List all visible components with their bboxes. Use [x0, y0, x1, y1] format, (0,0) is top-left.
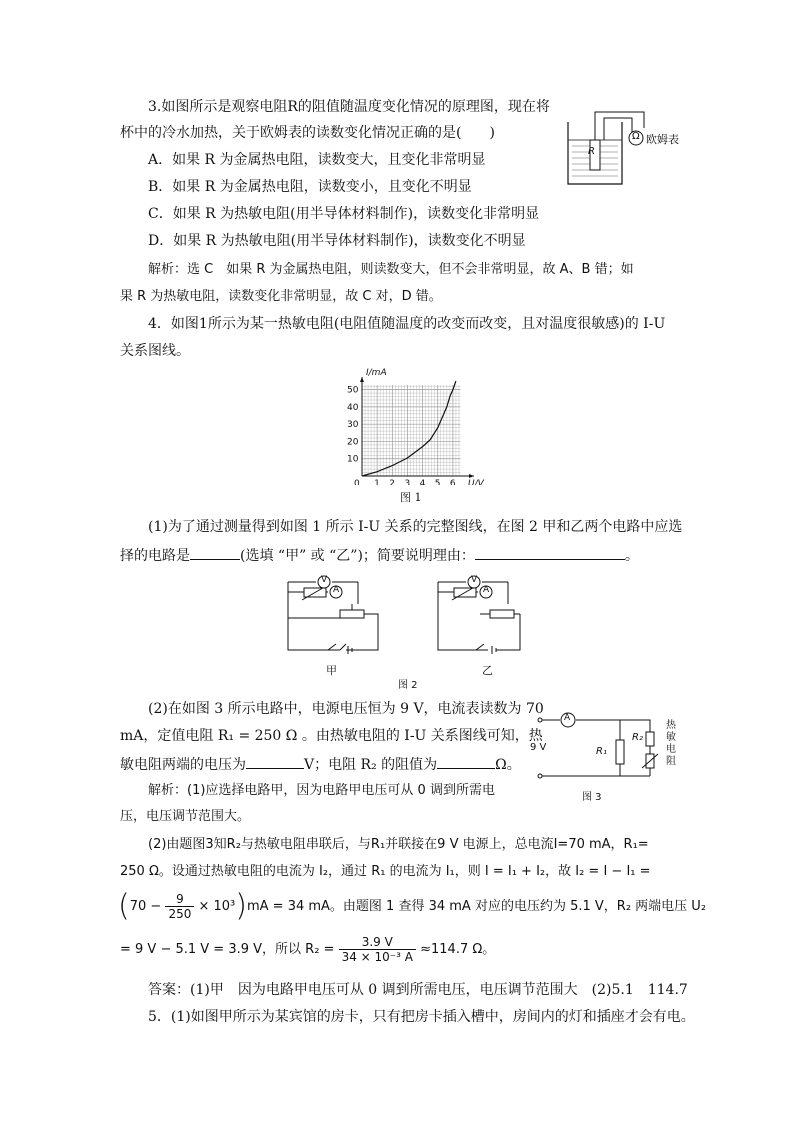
q3-stem-line-2: 杯中的冷水加热，关于欧姆表的读数变化情况正确的是( ): [120, 125, 495, 141]
q4-part2-text-b: V；电阻 R₂ 的阻值为: [304, 757, 438, 773]
fig3-9v-label: 9 V: [530, 742, 547, 753]
q4-part2-line-1: (2)在如图 3 所示电路中，电源电压恒为 9 V，电流表读数为 70: [148, 701, 544, 717]
y-tick-label: 40: [347, 402, 359, 413]
q4-part2-line-2: mA，定值电阻 R₁ = 250 Ω 。由热敏电阻的 I-U 关系图线可知，热: [120, 728, 543, 744]
q3-option-c: C．如果 R 为热敏电阻(用半导体材料制作)，读数变化非常明显: [148, 206, 540, 222]
q4-part2-line-3: [120, 754, 521, 774]
fig3-circuit: [530, 708, 690, 803]
y-tick-label: 20: [347, 437, 359, 448]
fraction-numerator: 9: [165, 892, 194, 907]
q3-solution-line-1: 解析：选 C 如果 R 为金属热电阻，则读数变大，但不会非常明显，故 A、B 错；如: [148, 262, 634, 277]
fraction-denominator: 250: [168, 907, 192, 921]
q4-part1-blank-circuit: [190, 545, 240, 560]
x-tick-label: 5: [434, 479, 441, 485]
q4-solution-formula-c: mA = 34 mA。由题图 1 查得 34 mA 对应的电压约为 5.1 V，R₂ 两端电压 U₂: [246, 899, 707, 914]
fig2a-voltmeter-label: V: [321, 575, 328, 585]
q4-solution-formula-d: = 9 V − 5.1 V = 3.9 V，所以 R₂ =: [120, 942, 335, 957]
q3-option-a: A．如果 R 为金属热电阻，读数变大，且变化非常明显: [148, 152, 486, 168]
y-tick-label: 10: [347, 454, 359, 465]
q4-solution-line-6: [120, 935, 495, 965]
fig2-circuits: [280, 570, 530, 690]
q3-stem-line-1: 3.如图所示是观察电阻R的阻值随温度变化情况的原理图，现在将: [148, 99, 550, 115]
fraction-denominator: 34 × 10⁻³ A: [341, 950, 413, 964]
q4-solution-formula-b: × 10³: [198, 899, 236, 914]
fig1-caption: 图 1: [400, 491, 422, 504]
q4-part1-blank-reason: [475, 545, 625, 560]
y-tick-label: 30: [347, 420, 359, 431]
q3-figure: [560, 100, 680, 190]
q4-part1-text-b: (选填 “甲” 或 “乙”)；简要说明理由：: [240, 548, 475, 564]
q4-solution-fraction-2: [339, 935, 416, 964]
q4-solution-line-5: (70 − $\frac{9}{250}$ × 10³)mA = 34 mA。由题图 1 查得 34 mA 对应的电压约为 5.1 V，R₂ 两端电压 U₂: [118, 888, 707, 924]
fig2a-ammeter-label: A: [333, 585, 340, 595]
q4-answer: 答案：(1)甲 因为电路甲电压可从 0 调到所需电压，电压调节范围大 (2)5.1 114.7: [148, 982, 688, 998]
x-axis-label: U/V: [468, 479, 484, 485]
x-tick-label: 1: [374, 479, 380, 485]
q4-part1-text-a: 择的电路是: [120, 548, 190, 564]
fig3-r2-label: R₂: [632, 732, 643, 743]
fig1-chart-svg: [340, 365, 490, 485]
q4-solution-line-4: 250 Ω。设通过热敏电阻的电流为 I₂，通过 R₁ 的电流为 I₁，则 I = I₁ + I₂，故 I₂ = I − I₁ =: [120, 864, 651, 879]
x-tick-label: 2: [389, 479, 396, 485]
q4-solution-formula-a: 70 −: [129, 899, 162, 914]
y-tick-label: 50: [347, 385, 359, 396]
q4-part2-text-a: 敏电阻两端的电压为: [120, 757, 246, 773]
i-u-curve: [362, 381, 456, 476]
fig2b-voltmeter-label: V: [471, 575, 478, 585]
q4-solution-line-1: 解析：(1)应选择电路甲，因为电路甲电压可从 0 调到所需电: [148, 783, 495, 798]
q4-part1-line-1: (1)为了通过测量得到如图 1 所示 I-U 关系的完整图线，在图 2 甲和乙两个电路中应选: [148, 519, 683, 535]
q4-solution-fraction-1: [165, 892, 194, 921]
q4-part2-text-c: Ω。: [495, 757, 521, 773]
fig2-caption: 图 2: [398, 680, 418, 691]
q4-part1-text-c: 。: [624, 548, 639, 564]
y-axis-label: I/mA: [366, 368, 387, 378]
fig2-label-b: 乙: [482, 664, 493, 677]
y-axis-arrow: [360, 377, 364, 382]
fraction-numerator: 3.9 V: [339, 935, 416, 950]
fig1-chart: [340, 365, 490, 485]
fig3-thermistor-label: 热敏电阻: [666, 720, 676, 767]
q3-option-b: B．如果 R 为金属热电阻，读数变小，且变化不明显: [148, 179, 472, 195]
q4-solution-formula-e: ≈114.7 Ω。: [420, 942, 496, 957]
q5-stem-line-1: 5．(1)如图甲所示为某宾馆的房卡，只有把房卡插入槽中，房间内的灯和插座才会有电。: [148, 1009, 695, 1025]
q4-part2-blank-voltage: [246, 754, 304, 769]
x-tick-label: 0: [354, 479, 360, 485]
q3-label-r: R: [588, 146, 595, 157]
fig2b-ammeter-label: A: [483, 585, 490, 595]
q4-solution-line-3: (2)由题图3知R₂与热敏电阻串联后，与R₁并联接在9 V 电源上，总电流I=70 mA，R₁=: [148, 837, 649, 852]
q4-stem-line-2: 关系图线。: [120, 343, 190, 359]
q3-label-meter: 欧姆表: [646, 133, 679, 146]
x-tick-label: 4: [419, 479, 426, 485]
fig3-r1-label: R₁: [596, 746, 607, 757]
q4-part1-line-2: [120, 545, 639, 565]
x-tick-label: 6: [449, 479, 456, 485]
fig3-caption: 图 3: [582, 792, 602, 803]
q4-part2-blank-resistance: [437, 754, 495, 769]
q3-option-d: D．如果 R 为热敏电阻(用半导体材料制作)，读数变化不明显: [148, 233, 526, 249]
q4-stem-line-1: 4．如图1所示为某一热敏电阻(电阻值随温度的改变而改变，且对温度很敏感)的 I-U: [148, 316, 666, 332]
q4-solution-line-2: 压，电压调节范围大。: [120, 809, 251, 824]
q3-solution-line-2: 果 R 为热敏电阻，读数变化非常明显，故 C 对，D 错。: [120, 289, 442, 304]
q3-label-omega: Ω: [632, 131, 640, 142]
x-axis-arrow: [469, 474, 474, 478]
fig2-label-a: 甲: [326, 664, 337, 677]
fig3-ammeter-label: A: [564, 713, 571, 723]
x-tick-label: 3: [404, 479, 411, 485]
